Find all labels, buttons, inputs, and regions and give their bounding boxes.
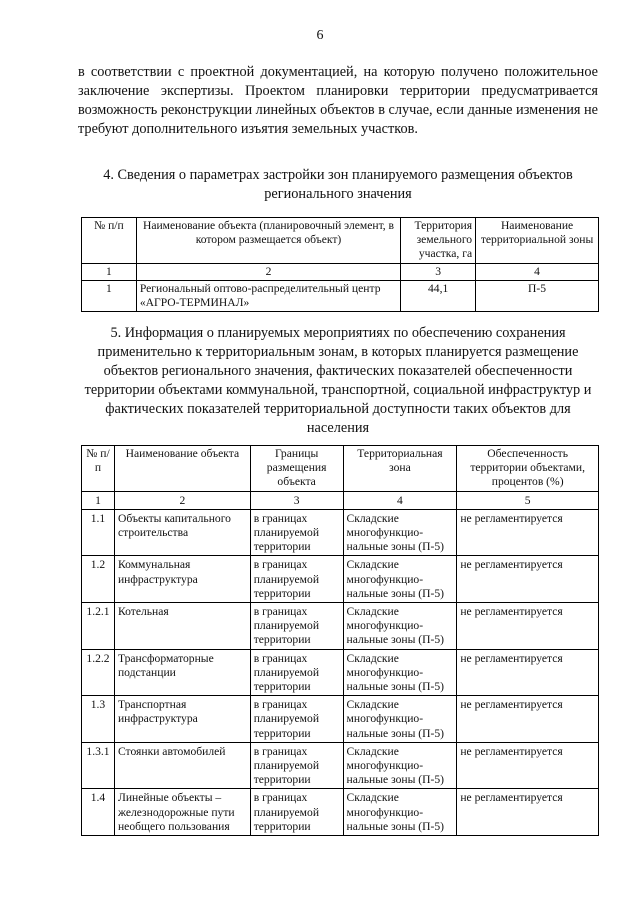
table-header-row <box>82 218 599 264</box>
placement-bounds: в границах планируемой территории <box>250 696 343 743</box>
header-cell: Обеспеченность территории объектами, процентов (%) <box>457 446 599 492</box>
placement-bounds: в границах планируемой территории <box>250 649 343 696</box>
object-name: Трансформаторные подстанции <box>114 649 250 696</box>
row-number: 1 <box>82 280 137 311</box>
section-5-title: 5. Информация о планируемых мероприятиях по обеспечению сохранения применительно к территориальным зонам, в которых планируется размещение объектов регионального значения, фактических показателей обеспеченности территории объектами коммунальной, транспортной, социальной инфраструктур и фактических показателей территориальной доступности таких объектов для населения <box>84 325 592 436</box>
object-name: Коммунальная инфраструктура <box>114 556 250 603</box>
territorial-zone: Складские многофункцио-нальные зоны (П-5) <box>343 696 457 743</box>
column-number: 1 <box>82 263 137 280</box>
column-number-row <box>82 263 599 280</box>
table-header-row <box>82 446 599 492</box>
provision-level: не регламентируется <box>457 509 599 556</box>
provision-level: не регламентируется <box>457 556 599 603</box>
planned-measures-table <box>81 445 599 836</box>
row-number: 1.3.1 <box>82 742 115 789</box>
provision-level: не регламентируется <box>457 603 599 650</box>
placement-bounds: в границах планируемой территории <box>250 556 343 603</box>
territorial-zone: Складские многофункцио-нальные зоны (П-5) <box>343 649 457 696</box>
row-number: 1.4 <box>82 789 115 836</box>
territorial-zone: Складские многофункцио-нальные зоны (П-5) <box>343 742 457 789</box>
row-number: 1.2.2 <box>82 649 115 696</box>
table-row <box>82 556 599 603</box>
column-number-row <box>82 491 599 509</box>
provision-level: не регламентируется <box>457 742 599 789</box>
page-number: 6 <box>316 28 324 43</box>
column-number: 2 <box>136 263 400 280</box>
table-row <box>82 789 599 836</box>
row-number: 1.1 <box>82 509 115 556</box>
table-row <box>82 696 599 743</box>
territorial-zone: Складские многофункцио-нальные зоны (П-5) <box>343 603 457 650</box>
zone-parameters-table <box>81 217 599 312</box>
header-cell: Наименование объекта <box>114 446 250 492</box>
object-name: Котельная <box>114 603 250 650</box>
row-number: 1.2.1 <box>82 603 115 650</box>
territorial-zone: Складские многофункцио-нальные зоны (П-5) <box>343 789 457 836</box>
land-area: 44,1 <box>401 280 476 311</box>
header-cell: Территориальная зона <box>343 446 457 492</box>
zone-name: П-5 <box>476 280 599 311</box>
column-number: 4 <box>343 491 457 509</box>
header-cell: Границы размещения объекта <box>250 446 343 492</box>
row-number: 1.3 <box>82 696 115 743</box>
placement-bounds: в границах планируемой территории <box>250 742 343 789</box>
table-row <box>82 742 599 789</box>
header-cell: Территория земельного участка, га <box>401 218 476 264</box>
table-row <box>82 509 599 556</box>
column-number: 3 <box>401 263 476 280</box>
header-cell: № п/п <box>82 446 115 492</box>
table-row <box>82 280 599 311</box>
column-number: 2 <box>114 491 250 509</box>
column-number: 1 <box>82 491 115 509</box>
column-number: 4 <box>476 263 599 280</box>
provision-level: не регламентируется <box>457 696 599 743</box>
row-number: 1.2 <box>82 556 115 603</box>
object-name: Стоянки автомобилей <box>114 742 250 789</box>
object-name: Региональный оптово-распределительный центр «АГРО-ТЕРМИНАЛ» <box>136 280 400 311</box>
header-cell: № п/п <box>82 218 137 264</box>
column-number: 5 <box>457 491 599 509</box>
object-name: Транспортная инфраструктура <box>114 696 250 743</box>
placement-bounds: в границах планируемой территории <box>250 603 343 650</box>
header-cell: Наименование территориальной зоны <box>476 218 599 264</box>
column-number: 3 <box>250 491 343 509</box>
intro-paragraph: в соответствии с проектной документацией, на которую получено положительное заключение экспертизы. Проектом планировки территории предусматривается возможность реконструкции линейных объектов в случае, если данные изменения не требуют дополнительного изъятия земельных участков. <box>78 64 598 137</box>
provision-level: не регламентируется <box>457 789 599 836</box>
object-name: Линейные объекты – железнодорожные пути необщего пользования <box>114 789 250 836</box>
placement-bounds: в границах планируемой территории <box>250 789 343 836</box>
provision-level: не регламентируется <box>457 649 599 696</box>
section-4-title: 4. Сведения о параметрах застройки зон планируемого размещения объектов регионального значения <box>103 167 573 202</box>
header-cell: Наименование объекта (планировочный элемент, в котором размещается объект) <box>136 218 400 264</box>
territorial-zone: Складские многофункцио-нальные зоны (П-5) <box>343 509 457 556</box>
territorial-zone: Складские многофункцио-нальные зоны (П-5) <box>343 556 457 603</box>
placement-bounds: в границах планируемой территории <box>250 509 343 556</box>
object-name: Объекты капитального строительства <box>114 509 250 556</box>
table-row <box>82 603 599 650</box>
table-row <box>82 649 599 696</box>
